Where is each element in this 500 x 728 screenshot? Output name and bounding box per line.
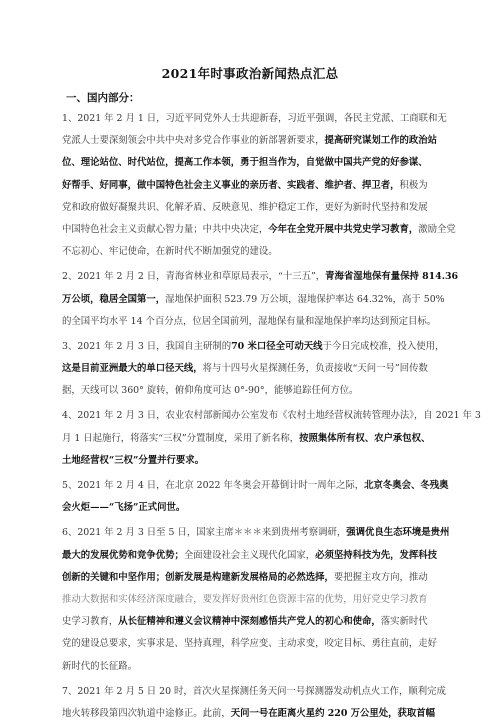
text-run: 激励全党 (418, 223, 456, 235)
bold-text: 按照集体所有权、农户承包权、 (299, 432, 431, 444)
bold-text: 土地经营权“三权”分置并行要求。 (62, 454, 205, 466)
bold-text: 最大的发展优势和竞争优势； (62, 549, 184, 561)
text-line (62, 633, 442, 655)
text-line (62, 197, 442, 219)
text-run: 地火转移段第四次轨道中途修正。此前， (62, 707, 231, 719)
text-run: 3、2021 年 2 月 3 日，我国自主研制的 (62, 340, 232, 352)
bold-text: 北京冬奥会、冬残奥 (364, 480, 449, 491)
news-item-2 (62, 266, 459, 333)
text-run: 于今日完成校准，投入使用， (322, 340, 445, 352)
text-line (62, 108, 447, 130)
text-run: 落实新时代 (380, 616, 428, 628)
text-line (62, 130, 442, 152)
text-line (62, 497, 442, 519)
text-run: 的全国平均水平 14 个百分点，位居全国前列，湿地保有量和湿地保护率均达到预定目标。 (62, 315, 437, 327)
text-run: 月 1 日起施行，将落实“三权”分置制度，采用了新名称， (62, 432, 300, 444)
bold-text: 万公顷，稳居全国第一， (62, 293, 166, 305)
bold-text: 创新发展是构建新发展格局的必然选择， (165, 571, 334, 583)
text-line (62, 219, 456, 241)
text-line (62, 567, 442, 589)
text-line (62, 405, 481, 427)
section-heading: 一、国内部分： (66, 92, 140, 104)
text-run: 不忘初心、牢记使命，在新时代不断加强党的建设。 (62, 246, 278, 258)
bold-text: 必须坚持科技为先，发挥科技 (315, 549, 438, 561)
text-run: 党派人士要深刻领会中共中央对多党合作事业的新部署新要求， (62, 135, 325, 147)
news-item-1 (62, 108, 456, 263)
text-line (62, 289, 445, 311)
news-item-7 (62, 681, 446, 725)
text-line (62, 241, 442, 263)
text-run: 6、2021 年 2 月 3 日至 5 日，国家主席＊＊＊来到贵州考察调研， (62, 527, 347, 539)
text-line (62, 611, 442, 633)
text-line (62, 589, 442, 611)
text-run: 7、2021 年 2 月 5 日 20 时，首次火星探测任务天问一号探测器发动机点火工作，顺利完成 (62, 685, 446, 697)
text-run: 全面建设社会主义现代化国家， (183, 549, 316, 561)
text-line (62, 522, 450, 544)
text-run: 史学习教育， (62, 616, 119, 628)
text-line (62, 428, 442, 450)
text-line (62, 266, 459, 288)
bold-text: 青海省湿地保有量保持 814.36 (325, 271, 459, 283)
text-line (62, 545, 442, 567)
news-item-3 (62, 336, 445, 403)
text-run: 据，天线可以 360° 旋转，俯仰角度可达 0°-90°，能够追踪任何方位。 (62, 385, 359, 397)
text-line (62, 450, 442, 472)
text-line (62, 703, 442, 725)
bold-text: 会火炬——“飞扬”正式问世。 (62, 502, 186, 514)
text-run: 推动大数据和实体经济深度融合，要发挥好贵州红色资源丰富的优势，用好党史学习教育 (62, 593, 428, 605)
news-item-6 (62, 522, 450, 677)
text-line (62, 311, 442, 333)
bold-text: 强调优良生态环境是贵州 (346, 527, 450, 539)
bold-text: 这是目前亚洲最大的单口径天线， (62, 363, 203, 375)
text-run: 新时代的长征路。 (62, 660, 138, 672)
text-line (62, 336, 445, 358)
text-run: 5、2021 年 2 月 4 日，在北京 2022 年冬奥会开幕倒计时一周年之际， (62, 480, 365, 491)
text-run: 1、2021 年 2 月 1 日，习近平同党外人士共迎新春，习近平强调，各民主党派、工商联和无 (62, 113, 447, 124)
text-run: 4、2021 年 2 月 3 日，农业农村部新闻办公室发布《农村土地经营权流转管理办法》，自 2021 年 3 (62, 410, 481, 422)
bold-text: 从长征精神和遵义会议精神中深刻感悟共产党人的初心和使命， (118, 616, 381, 628)
bold-text: 位、理论站位、时代站位，提高工作本领， (62, 157, 241, 169)
text-line (62, 656, 442, 678)
text-line (62, 681, 446, 703)
text-line (62, 175, 442, 197)
text-run: 党的建设总要求，实事求是、坚持真理，科学应变、主动求变，咬定目标、勇往直前，走好 (62, 638, 438, 650)
text-line (62, 358, 442, 380)
document-body (62, 108, 481, 728)
news-item-4 (62, 405, 481, 472)
text-run: 要把握主攻方向，推动 (333, 571, 428, 583)
bold-text: 创新的关键和中坚作用； (62, 571, 166, 583)
document-title: 2021年时事政治新闻热点汇总 (161, 66, 339, 81)
bold-text: 好帮手、好同事， (62, 179, 138, 191)
text-run: 将与十四号火星探测任务，负责接收“天问一号”回传数 (202, 363, 428, 375)
text-run: 湿地保护面积 523.79 万公顷，湿地保护率达 64.32%，高于 50% (165, 293, 445, 305)
bold-text: 勇于担当作为，自觉做中国共产党的好参谋、 (240, 157, 428, 169)
text-run: 积极为 (399, 179, 428, 191)
bold-text: 70 米口径全可动天线 (231, 340, 323, 352)
text-line (62, 475, 449, 497)
news-item-5 (62, 475, 449, 519)
text-run: 2、2021 年 2 月 2 日，青海省林业和草原局表示，“十三五”， (62, 271, 326, 283)
bold-text: 天问一号在距离火星约 220 万公里处，获取首幅 (230, 707, 435, 719)
text-line (62, 152, 442, 174)
text-run: 党和政府做好凝聚共识、化解矛盾、反映意见、维护稳定工作，更好为新时代坚持和发展 (62, 201, 428, 213)
bold-text: 今年在全党开展中共党史学习教育， (268, 223, 419, 235)
text-run: 中国特色社会主义贡献心智力量；中共中央决定， (62, 223, 269, 235)
bold-text: 做中国特色社会主义事业的亲历者、实践者、维护者、捍卫者， (137, 179, 400, 191)
bold-text: 提高研究谋划工作的政治站 (324, 135, 438, 147)
text-line (62, 380, 442, 402)
